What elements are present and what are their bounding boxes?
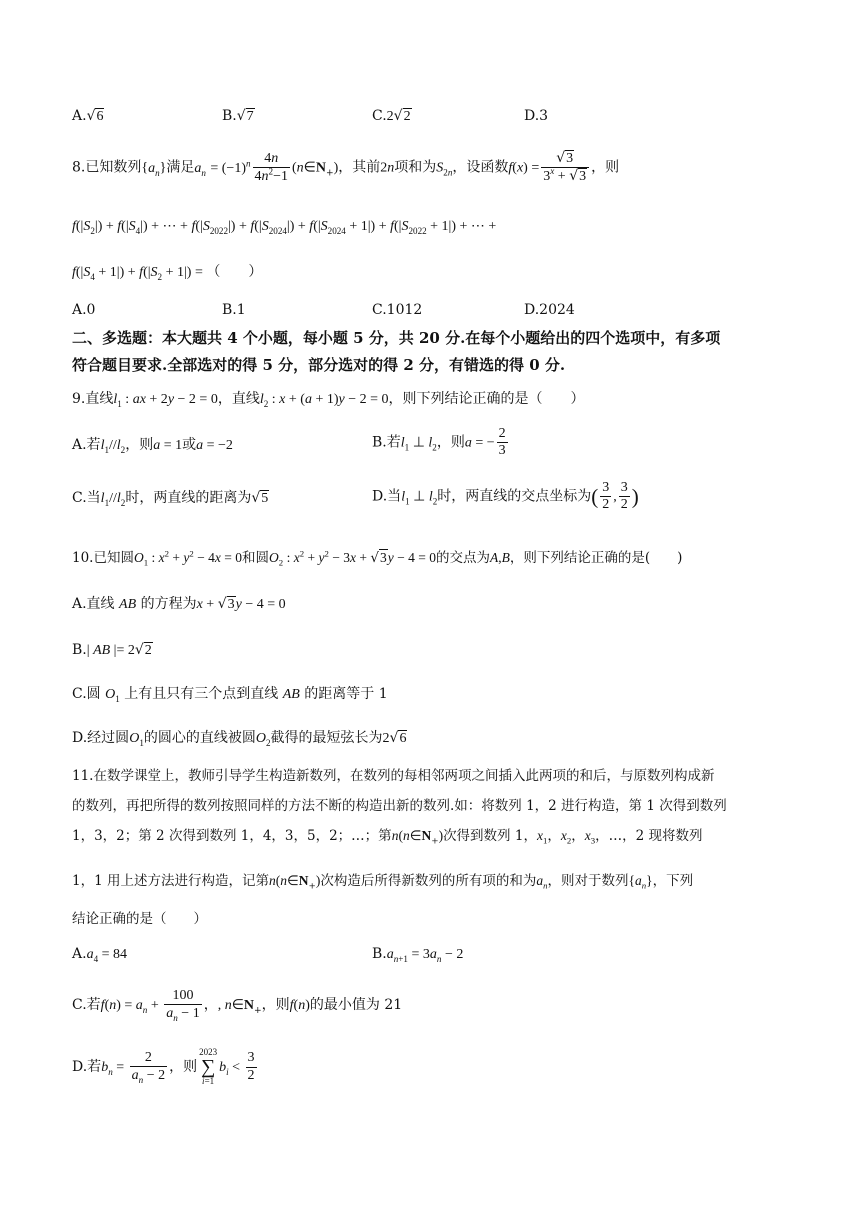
q8-stem: 8.已知数列$\{a_n\}$满足$a_n = (-1)^n$ $\frac{4n}{4n^2-1}$ $(n\in N_+)$，其前2n项和为$S_{2n}$，设函数f(x) = $\frac{√3}{3^x + √3}$ ，则 <box>72 150 620 185</box>
q7-option-d: D.3 <box>524 108 549 124</box>
q9-option-b: B.若$l_1$ ⊥ $l_2$，则a = − $\frac{2}{3}$ <box>372 426 506 459</box>
q9-option-a: A.若$l_1//l_2$，则a = 1或a = −2 <box>72 437 233 455</box>
q11-stem-line1: 11.在数学课堂上，教师引导学生构造新数列，在数列的每相邻两项之间插入此两项的和后，与原数列构成新 <box>72 768 715 784</box>
section2-heading-line1: 二、多选题：本大题共 4 个小题，每小题 5 分，共 20 分.在每个小题给出的四个选项中，有多项 <box>72 329 721 347</box>
q11-option-a: $A.a_4 = 84$ <box>72 946 128 964</box>
q11-stem-line4: 1，1 用上述方法进行构造，记第$n(n\in N_+)$次构造后所得新数列的所有项的和为$a_n$，则对于数列$\{a_n\}$，下列 <box>72 873 694 892</box>
q10-option-c: C.圆 $O_1$ 上有且只有三个点到直线 AB 的距离等于 1 <box>72 686 388 704</box>
section2-heading-line2: 符合题目要求.全部选对的得 5 分，部分选对的得 2 分，有错选的得 0 分. <box>72 356 566 374</box>
q8-option-a: A.0 <box>72 302 96 318</box>
q9-option-d: D.当$l_1$ ⊥ $l_2$时，两直线的交点坐标为( $\frac{3}{2}$ , $\frac{3}{2}$ ) <box>372 480 639 513</box>
q9-option-c: C.当$l_1//l_2$时，两直线的距离为√5 <box>72 490 269 508</box>
q11-option-b: $B.a_{n+1} = 3a_n - 2$ <box>372 946 464 964</box>
q7-option-a: A.√6 <box>72 108 104 124</box>
q11-stem-line5: 结论正确的是（ ） <box>72 911 207 927</box>
q8-option-c: C.1012 <box>372 302 423 318</box>
q11-option-c: C.若$f(n) = a_n$ + $\frac{100}{a_n - 1}$ ，, $n\in N_+$，则f(n)的最小值为 21 <box>72 988 403 1023</box>
q8-option-d: D.2024 <box>524 302 575 318</box>
q10-option-a: A.直线 AB 的方程为x + √3y − 4 = 0 <box>72 596 286 612</box>
q11-stem-line3: 1，3，2；第 2 次得到数列 1，4，3，5，2；…；第$n(n\in N_+)$次得到数列 1，$x_1$，$x_2$，$x_3$，…，2 现将数列 <box>72 828 703 847</box>
q7-option-c: C.2√2 <box>372 108 411 124</box>
q8-expression-line2: $f(|S_4 + 1|) + f(|S_2 + 1|)$ = （ ） <box>72 264 263 282</box>
q7-option-b: B.√7 <box>222 108 254 124</box>
q11-option-d: D.若$b_n$ = $\frac{2}{a_n - 2}$ ，则 2023 ∑ i=1 $b_i$ < $\frac{3}{2}$ <box>72 1047 255 1086</box>
q8-option-b: B.1 <box>222 302 246 318</box>
q10-option-d: D.经过圆$O_1$的圆心的直线被圆$O_2$截得的最短弦长为2√6 <box>72 730 407 748</box>
q10-option-b: B.| AB |= 2√2 <box>72 642 152 658</box>
q11-stem-line2: 的数列，再把所得的数列按照同样的方法不断的构造出新的数列.如：将数列 1，2 进行构造，第 1 次得到数列 <box>72 798 727 814</box>
q8-expression-line1: $f(|S_2|) + f(|S_4|)$ + ⋯ + $f(|S_{2022}|) + f(|S_{2024}|) + f(|S_{2024} + 1|) + f(|S_{2022} + 1|)$ + ⋯ + <box>72 219 497 236</box>
q9-stem: 9.直线$l_1$ : ax + 2y − 2 = 0，直线$l_2$ : x + (a + 1)y − 2 = 0，则下列结论正确的是（ ） <box>72 391 585 409</box>
q10-stem: 10.已知圆$O_1$ : $x^2 + y^2 - 4x = 0$和圆$O_2$ : $x^2 + y^2 - 3x + √3y - 4 = 0$的交点为A,B，则下列结论正确的是( ) <box>72 548 683 568</box>
